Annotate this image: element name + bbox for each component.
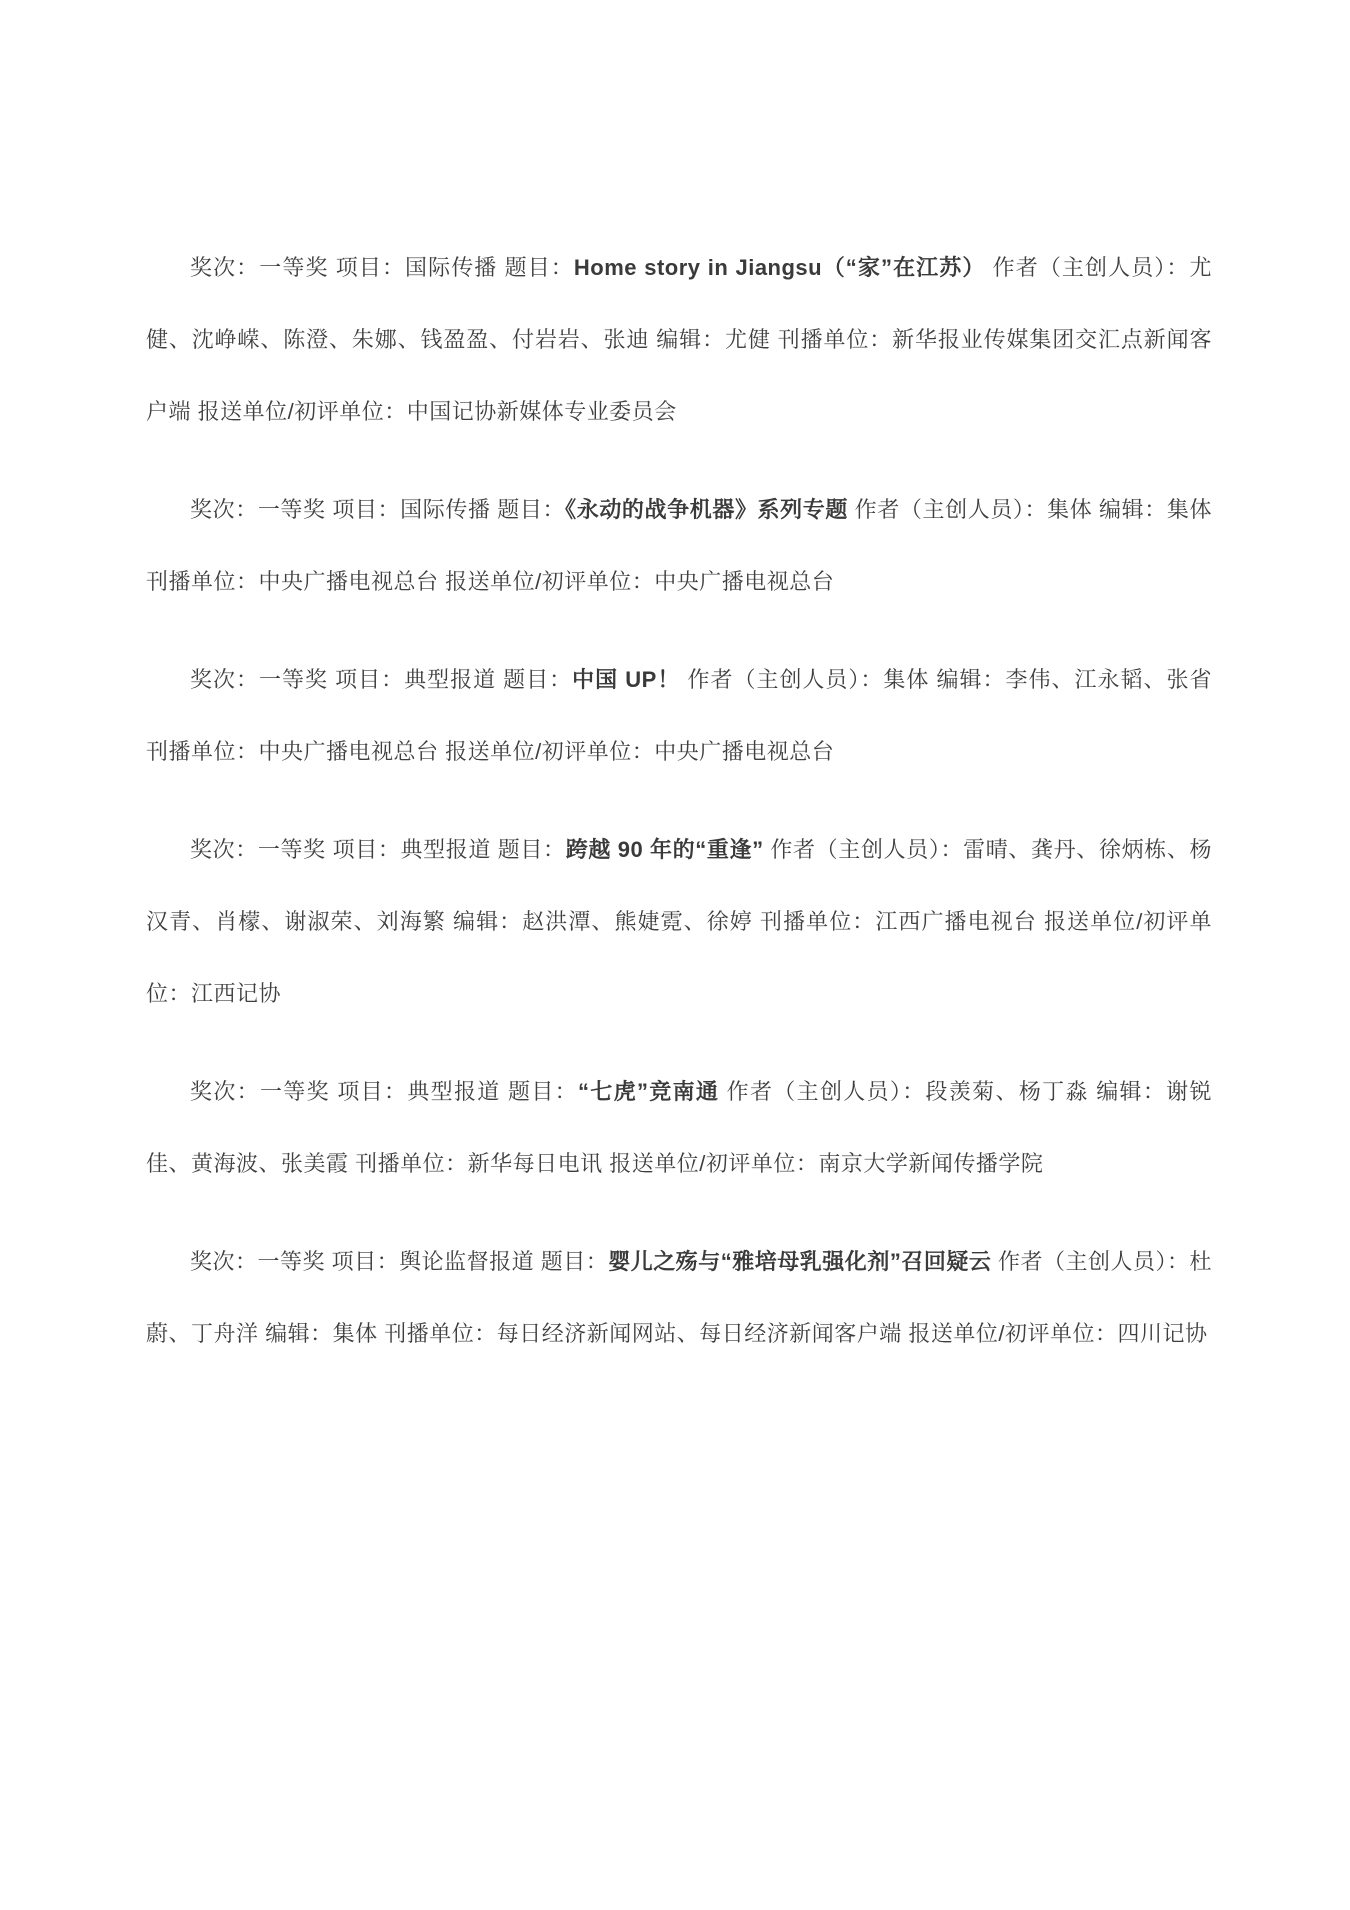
entry-prefix: 奖次：一等奖 项目：国际传播 题目：	[190, 497, 566, 522]
document-page	[146, 232, 1212, 1396]
entry-prefix: 奖次：一等奖 项目：国际传播 题目：	[190, 255, 574, 280]
entry-suffix: 作者（主创人员）：尤健、沈峥嵘、陈澄、朱娜、钱盈盈、付岩岩、张迪 编辑：尤健 刊播单位：新华报业传媒集团交汇点新闻客户端 报送单位/初评单位：中国记协新媒体专业委员会	[146, 255, 1212, 424]
entry-prefix: 奖次：一等奖 项目：典型报道 题目：	[190, 837, 566, 862]
entry-title: 跨越 90 年的“重逢”	[565, 837, 764, 862]
entry-title: 中国 UP！	[572, 667, 681, 692]
award-entry	[146, 232, 1212, 448]
entry-prefix: 奖次：一等奖 项目：典型报道 题目：	[190, 667, 573, 692]
entry-prefix: 奖次：一等奖 项目：舆论监督报道 题目：	[190, 1249, 609, 1274]
entry-suffix: 作者（主创人员）：集体 编辑：李伟、江永韬、张省 刊播单位：中央广播电视总台 报送单位/初评单位：中央广播电视总台	[146, 667, 1212, 764]
award-entry	[146, 1226, 1212, 1370]
entry-suffix: 作者（主创人员）：杜蔚、丁舟洋 编辑：集体 刊播单位：每日经济新闻网站、每日经济新闻客户端 报送单位/初评单位：四川记协	[146, 1249, 1212, 1346]
entry-title: Home story in Jiangsu（“家”在江苏）	[573, 255, 986, 280]
entry-title: “七虎”竞南通	[577, 1079, 720, 1104]
entry-suffix: 作者（主创人员）：雷晴、龚丹、徐炳栋、杨汉青、肖檬、谢淑荣、刘海繁 编辑：赵洪潭、熊婕霓、徐婷 刊播单位：江西广播电视台 报送单位/初评单位：江西记协	[146, 837, 1212, 1006]
award-entry	[146, 1056, 1212, 1200]
entry-title: 婴儿之殇与“雅培母乳强化剂”召回疑云	[608, 1249, 992, 1274]
award-entry	[146, 474, 1212, 618]
entry-suffix: 作者（主创人员）：段羡菊、杨丁淼 编辑：谢锐佳、黄海波、张美霞 刊播单位：新华每日电讯 报送单位/初评单位：南京大学新闻传播学院	[146, 1079, 1212, 1176]
entry-suffix: 作者（主创人员）：集体 编辑：集体 刊播单位：中央广播电视总台 报送单位/初评单位：中央广播电视总台	[146, 497, 1212, 594]
entry-prefix: 奖次：一等奖 项目：典型报道 题目：	[190, 1079, 578, 1104]
award-entry	[146, 814, 1212, 1030]
award-entry	[146, 644, 1212, 788]
entry-title: 《永动的战争机器》系列专题	[565, 497, 848, 522]
